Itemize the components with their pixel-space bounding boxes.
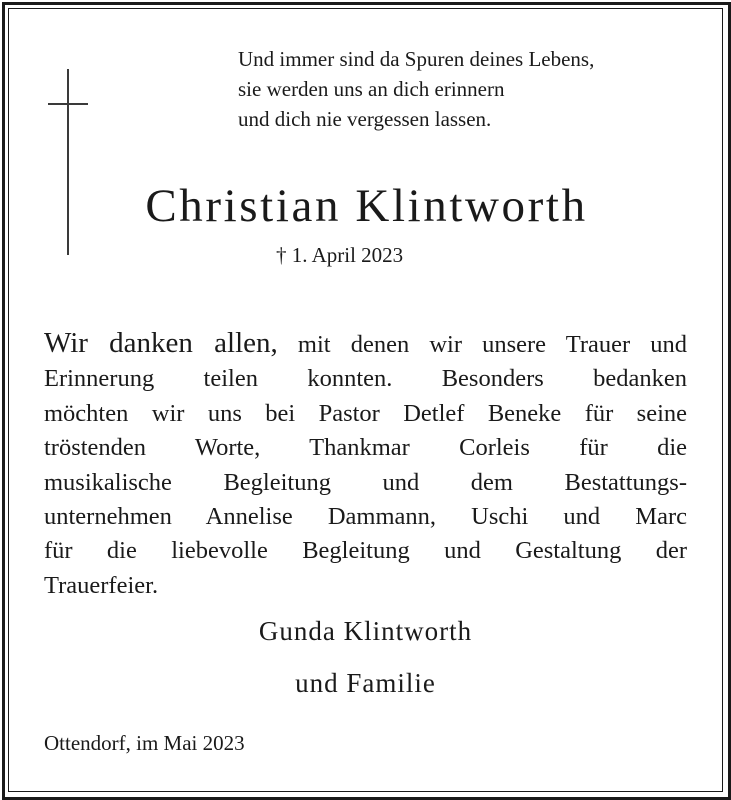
thanks-line: Trauerfeier.: [44, 571, 159, 599]
signer-name: Gunda Klintworth: [258, 616, 473, 646]
thanks-lead: Wir danken allen,: [44, 327, 278, 359]
thanks-line: für die liebevolle Begleitung und Gestaltung der: [44, 537, 687, 565]
thanks-line: [44, 326, 687, 362]
death-date: † 1. April 2023: [276, 243, 404, 267]
poem: [238, 44, 708, 134]
signer-family: und Familie: [295, 668, 436, 698]
place-date: Ottendorf, im Mai 2023: [44, 731, 245, 755]
thanks-text: [44, 326, 687, 603]
thanks-line: unternehmen Annelise Dammann, Uschi und Marc: [44, 503, 687, 531]
poem-line: Und immer sind da Spuren deines Lebens,: [238, 47, 595, 71]
thanks-line: möchten wir uns bei Pastor Detlef Beneke für seine: [44, 399, 687, 427]
thanks-line-text: mit denen wir unsere Trauer und: [277, 331, 688, 358]
thanks-line: musikalische Begleitung und dem Bestattungs-: [44, 468, 687, 496]
thanks-line: tröstenden Worte, Thankmar Corleis für die: [44, 434, 687, 462]
poem-line: und dich nie vergessen lassen.: [238, 107, 492, 131]
poem-line: sie werden uns an dich erinnern: [238, 77, 505, 101]
deceased-name: Christian Klintworth: [145, 180, 588, 232]
thanks-line: Erinnerung teilen konnten. Besonders bedanken: [44, 365, 687, 393]
